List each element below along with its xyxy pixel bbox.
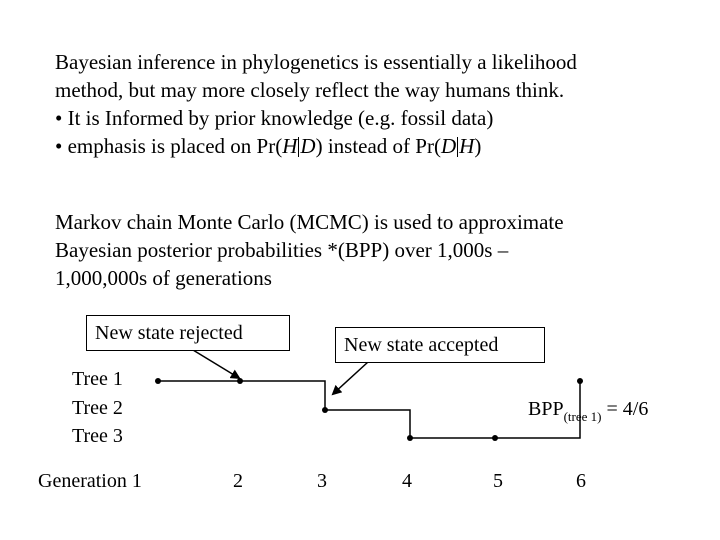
chain-point-gen-1 <box>155 378 161 384</box>
symbol-d: D <box>440 134 457 158</box>
mcmc-line-2: Bayesian posterior probabilities *(BPP) over 1,000s – <box>55 238 509 262</box>
chain-point-gen-3 <box>322 407 328 413</box>
intro-line-2: method, but may more closely reflect the way humans think. <box>55 78 565 102</box>
tree-2-label: Tree 2 <box>72 397 123 419</box>
chain-point-gen-5 <box>492 435 498 441</box>
tree-3-label: Tree 3 <box>72 425 123 447</box>
new-state-rejected-box: New state rejected <box>86 315 290 351</box>
accepted-arrow <box>333 362 368 394</box>
mcmc-line-3: 1,000,000s of generations <box>55 266 272 290</box>
chain-path <box>158 381 580 438</box>
tree-1-label: Tree 1 <box>72 368 123 390</box>
bpp-subscript: (tree 1) <box>563 409 602 424</box>
bullet-prior-knowledge: • It is Informed by prior knowledge (e.g. fossil data) <box>55 106 494 130</box>
generation-1-label: Generation 1 <box>38 470 142 492</box>
rejected-arrow <box>193 350 239 378</box>
symbol-h: H <box>459 134 475 158</box>
bpp-result: $BPP_{(tree 1)} = 4/6$ <box>528 398 649 424</box>
symbol-d: D <box>300 134 316 158</box>
new-state-accepted-box: New state accepted <box>335 327 545 363</box>
generation-2-label: 2 <box>233 470 243 492</box>
mcmc-line-1: Markov chain Monte Carlo (MCMC) is used to approximate <box>55 210 564 234</box>
symbol-h: H <box>282 134 298 158</box>
generation-4-label: 4 <box>402 470 412 492</box>
generation-3-label: 3 <box>317 470 327 492</box>
chain-point-gen-6 <box>577 378 583 384</box>
chain-point-gen-4 <box>407 435 413 441</box>
bullet-emphasis: • emphasis is placed on Pr(H D) instead of Pr(D H) <box>55 134 482 158</box>
chain-point-gen-2 <box>237 378 243 384</box>
intro-line-1: Bayesian inference in phylogenetics is essentially a likelihood <box>55 50 577 74</box>
generation-5-label: 5 <box>493 470 503 492</box>
generation-6-label: 6 <box>576 470 586 492</box>
